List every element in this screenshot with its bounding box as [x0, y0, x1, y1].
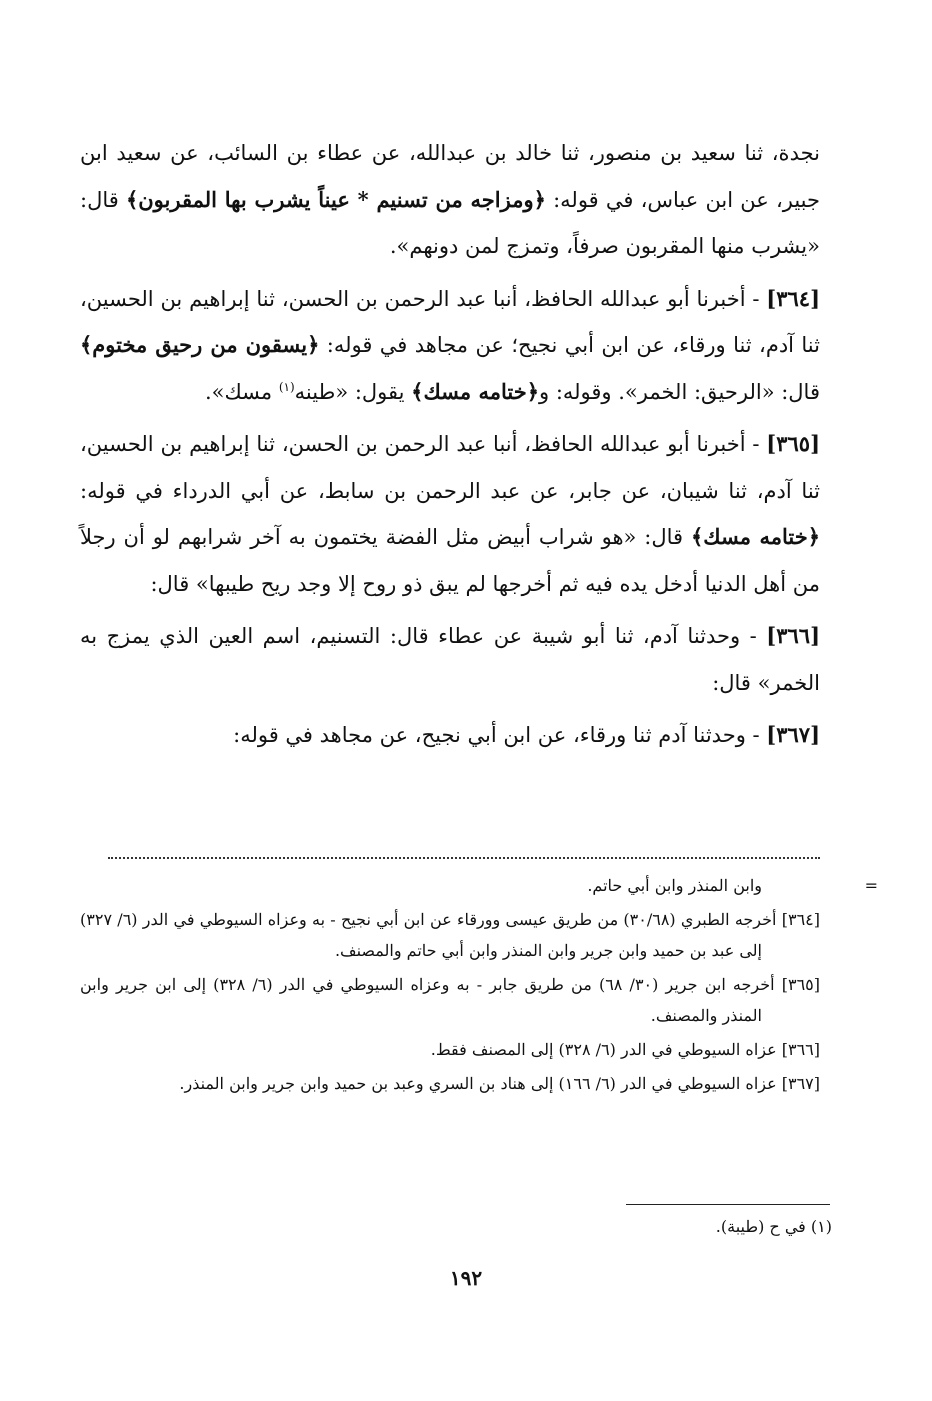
paragraph-367 — [80, 712, 820, 759]
quran-quote: ﴿ختامه مسك﴾ — [690, 524, 821, 549]
hadith-number: [٣٦٧] — [766, 722, 820, 747]
note-number: [٣٦٦] — [781, 1040, 820, 1059]
quran-quote: ﴿يسقون من رحيق مختوم﴾ — [80, 332, 320, 357]
text-segment: يقول: «طينه — [294, 379, 412, 404]
note-number: [٣٦٧] — [781, 1074, 820, 1093]
hadith-number: [٣٦٥] — [766, 431, 820, 456]
quran-quote: ﴿ومزاجه من تسنيم * عيناً يشرب بها المقربون﴾ — [125, 186, 546, 212]
note-367 — [80, 1068, 820, 1099]
footnote-rule — [626, 1204, 830, 1205]
page-number: ١٩٢ — [449, 1266, 483, 1290]
note-text: عزاه السيوطي في الدر (٦/ ١٦٦) إلى هناد بن السري وعبد بن حميد وابن جرير وابن المنذر. — [179, 1074, 782, 1093]
hadith-number: [٣٦٦] — [766, 623, 820, 648]
text-segment: - وحدثنا آدم ثنا ورقاء، عن ابن أبي نجيح، عن مجاهد في قوله: — [233, 723, 767, 747]
text-segment: قال: «يشرب منها المقربون صرفاً، وتمزج لمن دونهم». — [80, 187, 820, 258]
note-text: عزاه السيوطي في الدر (٦/ ٣٢٨) إلى المصنف فقط. — [430, 1040, 782, 1059]
continuation-mark: = — [864, 876, 878, 895]
quran-quote: ﴿ختامه مسك﴾ — [411, 378, 539, 404]
paragraph-continuation — [80, 130, 820, 270]
text-segment: قال: «الرحيق: الخمر». وقوله: و — [539, 379, 820, 404]
note-text: أخرجه الطبري (٣٠/٦٨) من طريق عيسى وورقاء عن ابن أبي نجيح - به وعزاه السيوطي في الدر (٦/ ٣٢٧) إلى عبد بن حميد وابن جرير وابن المنذر وابن أبي حاتم والمصنف. — [80, 910, 782, 960]
footnote: (١) في ح (طيبة). — [715, 1217, 832, 1236]
note-text: وابن المنذر وابن أبي حاتم. — [587, 876, 762, 895]
footnote-marker: (١) — [278, 379, 295, 394]
text-segment: قال: «هو شراب أبيض مثل الفضة يختمون به آخر شرابهم لو أن رجلاً من أهل الدنيا أدخل يده فيه ثم أخرجها لم يبق ذو روح إلا وجد ريح طيبها» قال: — [80, 525, 820, 596]
main-text — [80, 130, 820, 765]
paragraph-365 — [80, 421, 820, 607]
text-segment: مسك». — [204, 379, 279, 404]
text-segment: نجدة، ثنا سعيد بن منصور، ثنا خالد بن عبدالله، عن عطاء بن السائب، عن سعيد ابن جبير، عن ابن عباس، في قوله: — [80, 141, 820, 212]
takhrij-notes — [80, 870, 878, 1102]
paragraph-364 — [80, 276, 820, 416]
text-segment: - أخبرنا أبو عبدالله الحافظ، أنبا عبد الرحمن بن الحسن، ثنا إبراهيم بن الحسين، ثنا آدم، ثنا ورقاء، عن ابن أبي نجيح؛ عن مجاهد في قوله: — [80, 286, 820, 357]
text-segment: - وحدثنا آدم، ثنا أبو شيبة عن عطاء قال: التسنيم، اسم العين الذي يمزج به الخمر» قال: — [80, 624, 820, 695]
note-text: أخرجه ابن جرير (٣٠/ ٦٨) من طريق جابر - به وعزاه السيوطي في الدر (٦/ ٣٢٨) إلى ابن جرير وابن المنذر والمصنف. — [80, 975, 782, 1025]
note-number: [٣٦٤] — [781, 910, 821, 929]
note-364 — [80, 904, 820, 966]
text-segment: - أخبرنا أبو عبدالله الحافظ، أنبا عبد الرحمن بن الحسن، ثنا إبراهيم بن الحسين، ثنا آدم، ثنا شيبان، عن جابر، عن عبد الرحمن بن سابط، عن أبي الدرداء في قوله: — [80, 432, 820, 503]
note-366 — [80, 1034, 820, 1065]
note-number: [٣٦٥] — [781, 975, 821, 994]
paragraph-366 — [80, 613, 820, 706]
dotted-separator — [108, 857, 820, 859]
note-365 — [80, 969, 820, 1031]
note-continuation — [80, 870, 878, 901]
hadith-number: [٣٦٤] — [766, 285, 820, 311]
